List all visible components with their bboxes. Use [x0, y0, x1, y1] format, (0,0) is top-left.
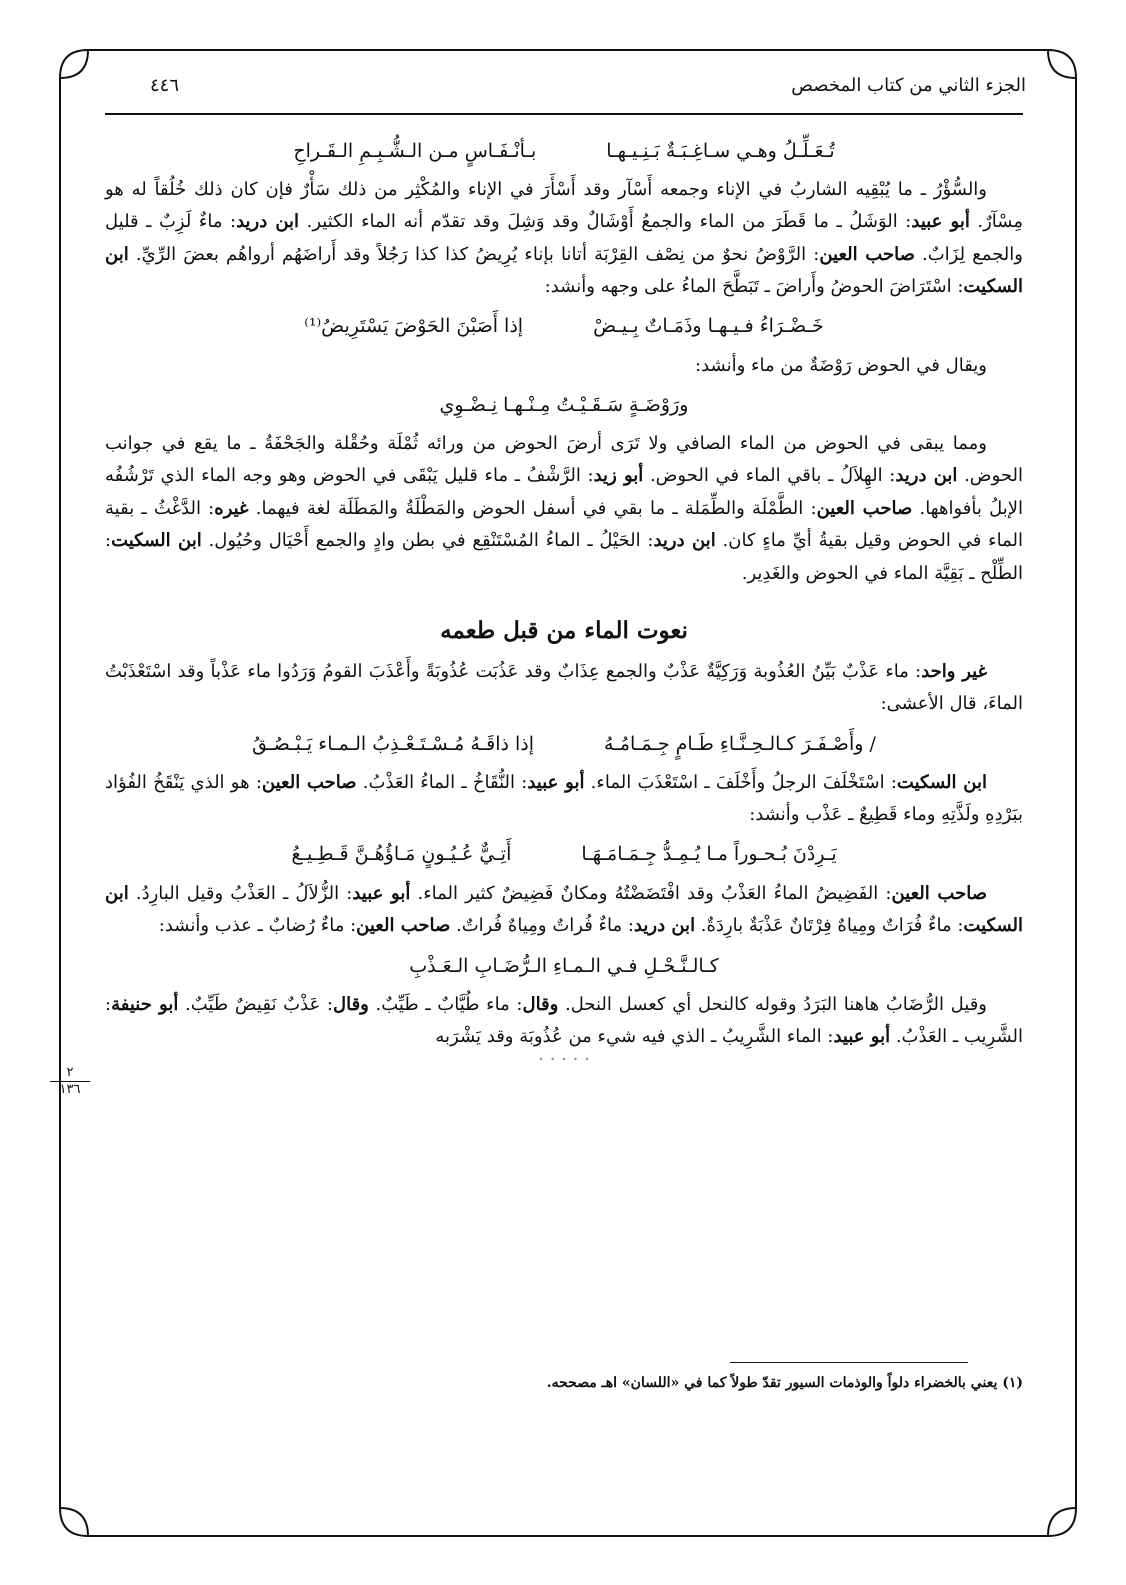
verse-single: كـالـنَّـحْـلِ فـي الـمـاءِ الـرُّضَـابِ الـعَـذْبِ [409, 954, 719, 977]
prose-paragraph [105, 350, 1023, 382]
margin-note-denominator: ١٣٦ [50, 1081, 90, 1098]
text-run: ويقال في الحوض رَوْضَةٌ من ماء وأنشد: [695, 354, 987, 376]
cited-authority: أبو عبيد [833, 1025, 891, 1047]
text-run: : ماء طُيَّابٌ ـ طَيِّبٌ. [368, 993, 523, 1015]
section-heading: نعوت الماء من قبل طعمه [440, 617, 688, 645]
text-run: : ماءٌ فُرَاتٌ ومِياهٌ فِرْتَانٌ عَذْبَةٌ بارِدَةٌ. [695, 915, 964, 937]
text-run: : النُّقَاخُ ـ الماءُ العَذْبُ. [356, 771, 528, 793]
verse-line [105, 721, 1023, 767]
footnote-text: يعني بالخضراء دلواً والوذمات السيور تقدّ طولاً كما في «اللسان» اهـ مصححه. [546, 1375, 998, 1391]
verse-single: ورَوْضَـةٍ سَـقَـيْـتُ مِـنْـهـا نِـضْـوِي [439, 394, 689, 417]
margin-folio-note [50, 1065, 90, 1098]
verse-second-hemistich: أَتِـيٌّ عُـيُـونٍ مَـاؤُهُـنَّ قَـطِـيـعُ [291, 843, 512, 866]
cited-authority: أبو عبيد [527, 771, 585, 793]
prose-paragraph [105, 174, 1023, 304]
footnote-rule [730, 1362, 968, 1363]
text-run: : الماء الشَّرِيبُ ـ الذي فيه شيء من عُذُوبَة وقد يَشْرَبه [435, 1025, 834, 1047]
cited-authority: صاحب العين [356, 915, 451, 937]
cited-authority: ابن السكيت [105, 243, 1023, 298]
text-run: : اسْتَخْلَفَ الرجلُ وأَخْلَفَ ـ اسْتَعْذَبَ الماء. [584, 771, 897, 793]
text-run: : عَذْبٌ نَقِيضٌ طَيِّبٌ. [178, 993, 333, 1015]
cited-authority: ابن دريد [633, 915, 696, 937]
cited-authority: غير واحد [921, 661, 988, 683]
verse-line [105, 304, 1023, 350]
prose-paragraph [105, 767, 1023, 832]
text-run: : الدَّغْثُ ـ بقية الماء في الحوض وقيل بقيةُ أيِّ ماءٍ كان. [105, 497, 1023, 552]
text-run: : الوَشَلُ ـ ما قَطَرَ من الماء والجمعُ أَوْشَالٌ وقد وَشِلَ وقد تقدّم أنه الماء الكثير. [299, 211, 912, 233]
running-header-title: الجزء الثاني من كتاب المخصص [791, 75, 1026, 96]
text-run: : ماء عَذْبٌ بَيِّنُ العُذُوبة وَرَكِيَّةٌ عَذْبٌ والجمع عِذَابٌ وقد عَذُبَت عُذُوبَةً وأَعْذَبَ القومُ وَرَدُوا ماء عَذْباً وقد اسْتَعْذَبْتُ الماءَ، قال الأعشى: [105, 661, 1023, 715]
cited-authority: ابن السكيت [105, 882, 1023, 937]
verse-second-hemistich: إذا ذاقَـهُ مُـسْـتَـعْـذِبُ الـمـاء يَـبْـصُـقُ [252, 732, 535, 755]
verse-second-hemistich: إذا أَصَبْنَ الحَوْضَ يَسْتَرِيضُ⁽¹⁾ [304, 315, 524, 338]
text-run: ومما يبقى في الحوض من الماء الصافي ولا تَرَى أرضَ الحوض من ورائه ثُمْلَة وحُقْلة والجَحْفَةُ ـ ما يقع في جوانب الحوض. [105, 433, 1023, 487]
verse-first-hemistich: / وأَصْـفَـرَ كـالـحِـنَّـاءِ طَـامٍ جِـمَـامُـهُ [604, 732, 876, 755]
verse-first-hemistich: خَـضْـرَاءُ فـيـهـا وذَمَـاتٌ بِـيـضْ [593, 315, 824, 338]
prose-paragraph [105, 428, 1023, 590]
margin-note-numerator: ٢ [66, 1065, 74, 1080]
cited-authority: ابن السكيت [111, 530, 202, 552]
verse-line [105, 128, 1023, 174]
text-run: : ماءٌ رُضابٌ ـ عذب وأنشد: [158, 915, 357, 937]
prose-paragraph [105, 989, 1023, 1054]
header-rule [105, 113, 1023, 115]
cited-authority: صاحب العين [261, 771, 357, 793]
prose-paragraph [105, 878, 1023, 943]
text-run: : الهِلاَلُ ـ باقي الماء في الحوض. [643, 465, 896, 487]
cited-authority: أبو زيد [593, 465, 644, 487]
cited-authority: وقال [333, 993, 369, 1015]
text-run: وقيل الرُّضَابُ هاهنا البَرَدُ وقوله كالنحل أي كعسل النحل. [558, 993, 987, 1015]
cited-authority: أبو عبيد [911, 211, 970, 233]
cited-authority: ابن دريد [653, 530, 716, 552]
text-run: والسُّؤْرُ ـ ما يُبْقِيه الشاربُ في الإناء وجمعه أَسْآر وقد أَسْأَرَ في الإناء والمُكْثِر من ذلك سَأْرٌ فإن كان ذلك خُلُقاً له هو مِسْآرٌ. [105, 179, 1023, 233]
text-run: : الطِّلْح ـ بَقِيَّة الماء في الحوض والغَدِير. [105, 530, 1023, 584]
footnote [105, 1375, 1023, 1391]
text-run: : الشَّرِيب ـ العَذْبُ. [105, 993, 1023, 1047]
cited-authority: صاحب العين [816, 497, 913, 519]
text-run: : اسْتَرَاضَ الحوضُ وأَراضَ ـ تَبَطَّحَ الماءُ على وجهه وأنشد: [544, 276, 964, 298]
cited-authority: ابن دريد [236, 211, 300, 233]
prose-paragraph [105, 656, 1023, 721]
cited-authority: غيره [214, 497, 249, 519]
cited-authority: صاحب العين [819, 243, 915, 265]
cited-authority: أبو حنيفة [111, 993, 179, 1015]
text-run: : ماءٌ فُراتٌ ومِياهٌ فُراتٌ. [450, 915, 634, 937]
verse-first-hemistich: يَـرِدْنَ بُـحـوراً مـا يُـمِـدُّ جِـمَـامَـهَـا [581, 843, 837, 866]
cited-authority: وقال [522, 993, 559, 1015]
text-run: : هو الذي يَنْقَخُ الفُؤاد ببَرْدِهِ ولَذَّتِهِ وماء قَطِيعٌ ـ عَذْب وأنشد: [105, 771, 1023, 826]
text-run: : الطَّمْلَة والطِّمَلة ـ ما بقي في أسفل الحوض والمَطْلَةُ والمَطَلَة لغة فيهما. [248, 497, 817, 519]
text-run: : الحَيْلُ ـ الماءُ المُسْتَنْقِع في بطن وادٍ والجمع أَحْيَال وحُيُول. [201, 530, 654, 552]
cited-authority: ابن دريد [895, 465, 958, 487]
text-run: : الفَضِيضُ الماءُ العَذْبُ وقد افْتَضَضْتُهُ ومكانٌ فَضِيضٌ كثير الماء. [410, 882, 892, 904]
verse-first-hemistich: تُـعَـلِّـلُ وهـي سـاغِـبَـةٌ بَـنِـيـهـا [606, 139, 835, 162]
footnote-marker: (١) [1002, 1375, 1023, 1391]
page-number: ٤٤٦ [150, 75, 180, 96]
text-run: : الزُّلاَلُ ـ العَذْبُ وقيل البارِدُ. [128, 882, 353, 904]
page-body [105, 128, 1023, 1073]
text-run: : الرَّشْفُ ـ ماء قليل يَبْقَى في الحوض وهو وجه الماء الذي تَرْشُفُه الإبلُ بأفواهها. [105, 465, 1023, 519]
verse-line [105, 832, 1023, 878]
cited-authority: صاحب العين [891, 882, 987, 904]
cited-authority: أبو عبيد [352, 882, 411, 904]
trailing-dots: · · · · · [538, 1049, 590, 1071]
text-run: : الرَّوْضُ نحوٌ من نِصْف القِرْبَة أتانا بإناء يُرِيضُ كذا كذا رَجُلاً وقد أَراضَهُم أرواهُم بعضَ الرِّيِّ. [128, 243, 820, 265]
text-run: : ماءٌ لَزِبٌ ـ قليل والجمع لِزَابٌ. [105, 211, 1023, 265]
cited-authority: ابن السكيت [896, 771, 987, 793]
verse-second-hemistich: بـأنْـفَـاسٍ مـن الـشُّـبِـمِ الـقَـراحِ [293, 139, 537, 162]
